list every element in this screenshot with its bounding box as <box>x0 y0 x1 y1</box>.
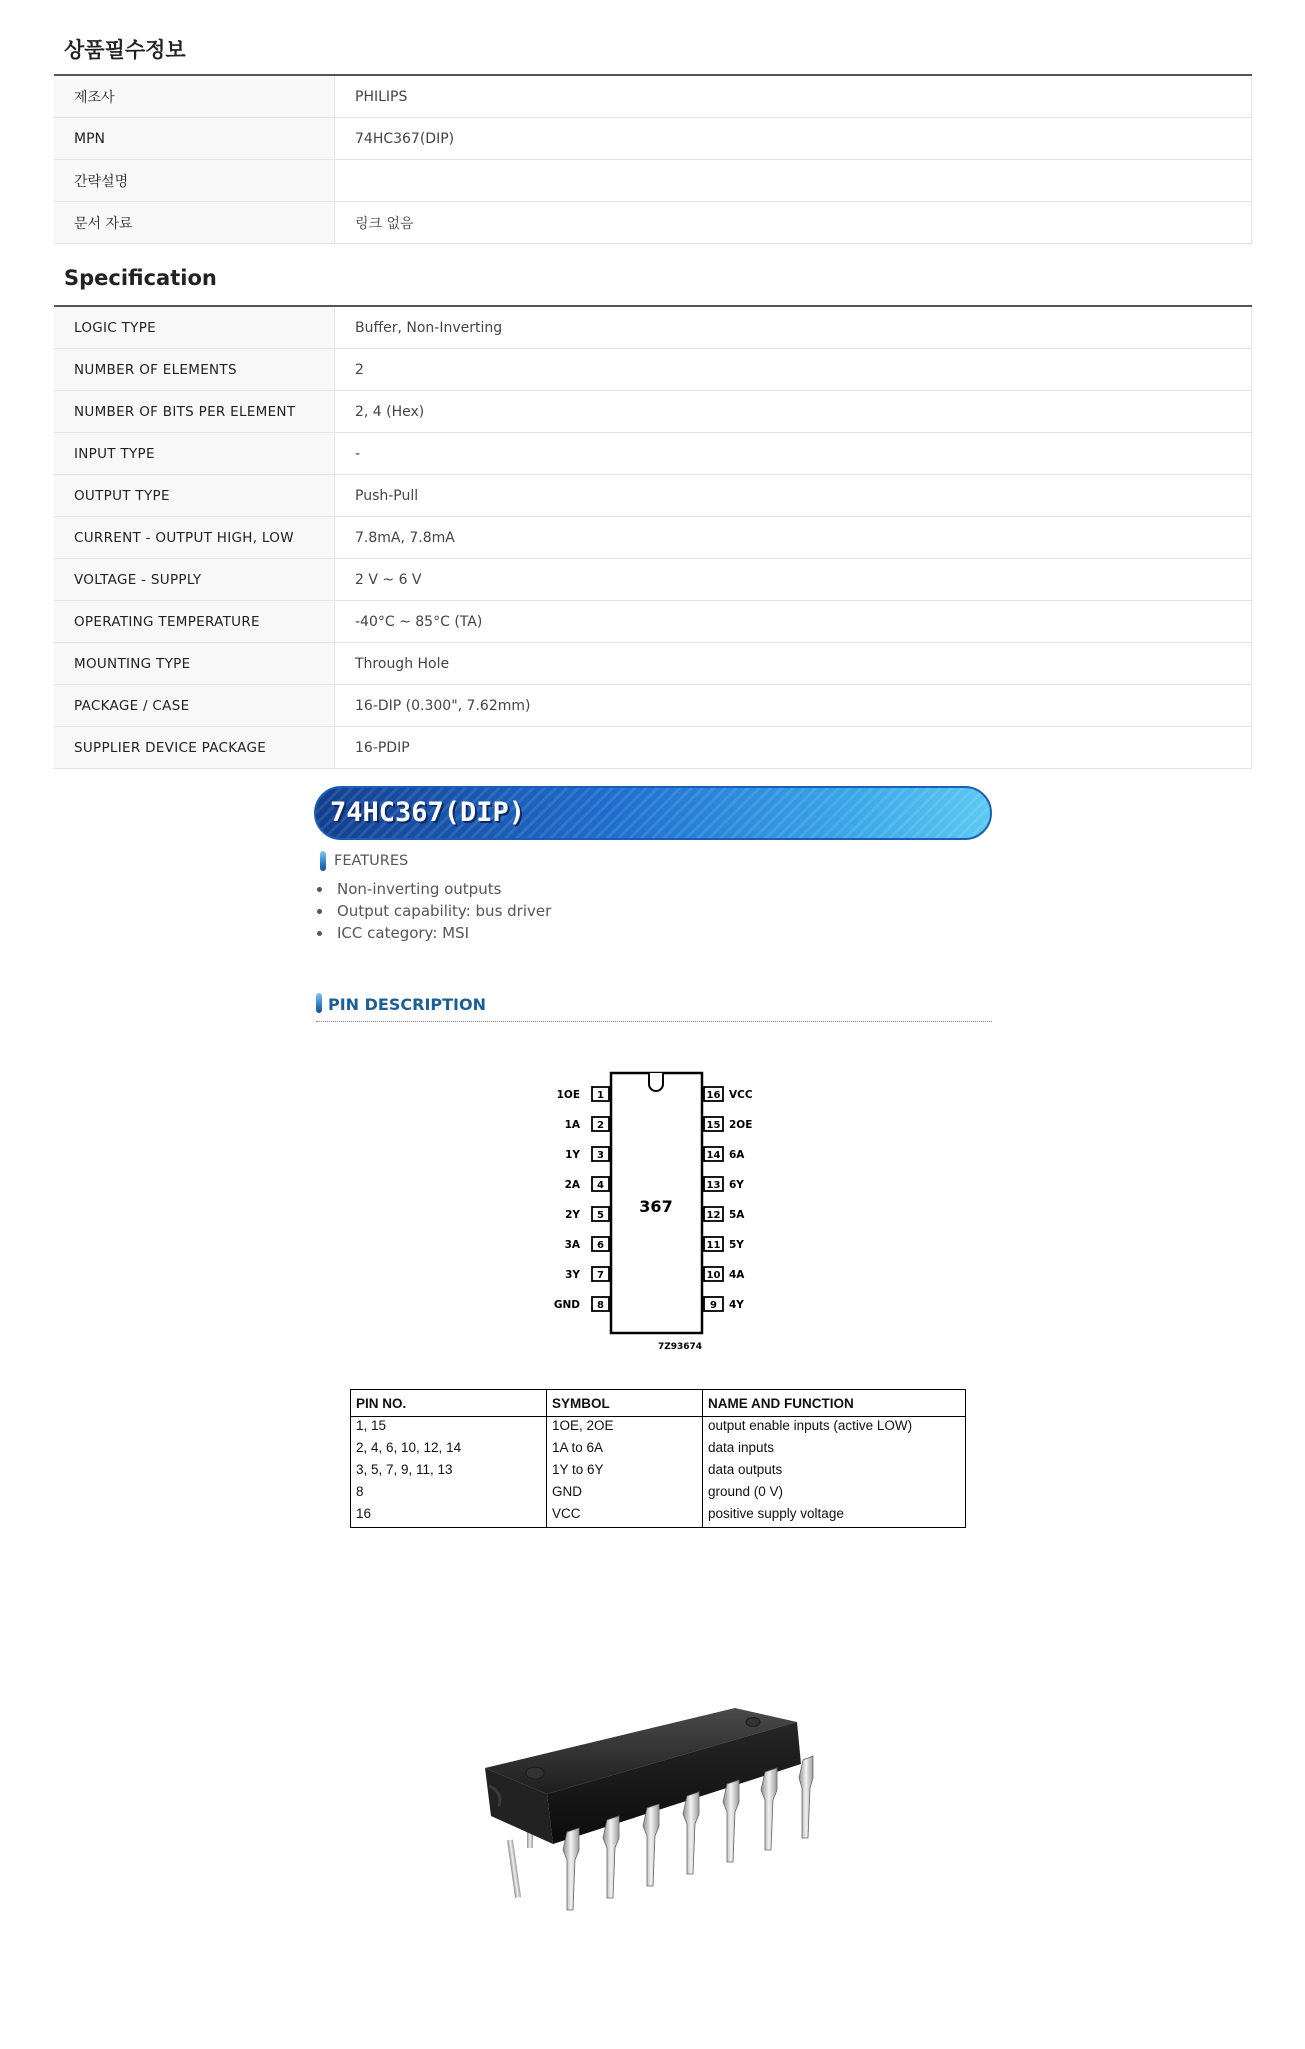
pin-number: 4 <box>597 1180 604 1191</box>
spec-key: VOLTAGE - SUPPLY <box>54 559 335 601</box>
pin-number: 5 <box>597 1210 604 1221</box>
pin-name: 3Y <box>565 1269 580 1281</box>
table-row <box>54 75 1252 118</box>
table-row <box>54 160 1252 202</box>
pin-right <box>704 1117 752 1131</box>
pin-name: 6A <box>729 1149 745 1161</box>
pin-table-header: NAME AND FUNCTION <box>703 1390 966 1417</box>
pin-name: GND <box>553 1299 580 1311</box>
pin-name: 5A <box>729 1209 745 1221</box>
table-row <box>54 202 1252 244</box>
chip-dimple <box>746 1718 760 1727</box>
pin-number: 16 <box>706 1090 721 1101</box>
spec-key: NUMBER OF BITS PER ELEMENT <box>54 391 335 433</box>
list-item: • Non-inverting outputs <box>333 878 551 900</box>
pin-diagram <box>550 1065 770 1365</box>
pin-number: 1 <box>597 1090 604 1101</box>
table-row <box>54 643 1252 685</box>
table-row <box>351 1483 966 1505</box>
chip-label: 367 <box>639 1197 673 1216</box>
specification-table <box>54 305 1252 769</box>
dotted-divider <box>316 1021 992 1022</box>
chip-dimple <box>526 1767 544 1779</box>
pin-number: 13 <box>706 1180 721 1191</box>
pin-no-cell: 1, 15 <box>351 1417 547 1440</box>
product-info-table <box>54 74 1252 244</box>
spec-key: MOUNTING TYPE <box>54 643 335 685</box>
table-row <box>351 1417 966 1440</box>
info-key-mpn: MPN <box>54 118 335 160</box>
pin-left <box>565 1117 609 1131</box>
pin-no-cell: 16 <box>351 1505 547 1528</box>
chip-notch <box>649 1073 663 1091</box>
pin-table-header: SYMBOL <box>547 1390 703 1417</box>
pin-right <box>704 1297 744 1311</box>
banner-title: 74HC367(DIP) <box>330 797 526 828</box>
pin-left <box>565 1177 609 1191</box>
product-banner <box>314 786 992 840</box>
table-row <box>54 433 1252 475</box>
table-header-row <box>351 1390 966 1417</box>
pin-number: 8 <box>597 1300 604 1311</box>
table-row <box>54 559 1252 601</box>
pin-number: 14 <box>706 1150 721 1161</box>
pin-number: 11 <box>706 1240 721 1251</box>
pin-name: 4Y <box>729 1299 744 1311</box>
pin-right <box>704 1237 744 1251</box>
pin-no-cell: 2, 4, 6, 10, 12, 14 <box>351 1439 547 1461</box>
spec-key: CURRENT - OUTPUT HIGH, LOW <box>54 517 335 559</box>
table-row <box>351 1439 966 1461</box>
pin-number: 12 <box>706 1210 721 1221</box>
pin-right <box>704 1147 745 1161</box>
pin-left <box>565 1207 609 1221</box>
pin-right <box>704 1207 745 1221</box>
info-key-manufacturer: 제조사 <box>54 75 335 118</box>
pin-number: 10 <box>706 1270 721 1281</box>
function-cell: ground (0 V) <box>703 1483 966 1505</box>
function-cell: positive supply voltage <box>703 1505 966 1528</box>
table-row <box>54 306 1252 349</box>
function-cell: data inputs <box>703 1439 966 1461</box>
pin-table <box>350 1389 966 1528</box>
features-list <box>315 878 551 944</box>
pin-name: 5Y <box>729 1239 744 1251</box>
table-row <box>54 349 1252 391</box>
pin-number: 15 <box>706 1120 721 1131</box>
pin-right <box>704 1267 745 1281</box>
features-label: FEATURES <box>334 853 409 869</box>
spec-value: Buffer, Non-Inverting <box>335 306 1252 349</box>
pin-number: 2 <box>597 1120 604 1131</box>
table-row <box>351 1461 966 1483</box>
table-row <box>54 685 1252 727</box>
spec-key: OUTPUT TYPE <box>54 475 335 517</box>
pin-left <box>565 1267 609 1281</box>
info-key-description: 간략설명 <box>54 160 335 202</box>
spec-value: - <box>335 433 1252 475</box>
pin-number: 3 <box>597 1150 604 1161</box>
dip-chip-photo <box>455 1700 855 2000</box>
table-row <box>351 1505 966 1528</box>
left-pins <box>554 1087 609 1311</box>
pin-number: 9 <box>710 1300 717 1311</box>
pin-name: VCC <box>729 1089 753 1101</box>
table-row <box>54 727 1252 769</box>
product-info-title: 상품필수정보 <box>64 38 186 62</box>
spec-value: 2 V ~ 6 V <box>335 559 1252 601</box>
spec-key: NUMBER OF ELEMENTS <box>54 349 335 391</box>
pin-right <box>704 1087 753 1101</box>
spec-value: 2 <box>335 349 1252 391</box>
symbol-cell: 1A to 6A <box>547 1439 703 1461</box>
spec-value: 16-DIP (0.300", 7.62mm) <box>335 685 1252 727</box>
info-value-mpn: 74HC367(DIP) <box>335 118 1252 160</box>
pin-number: 6 <box>597 1240 604 1251</box>
spec-key: LOGIC TYPE <box>54 306 335 349</box>
symbol-cell: GND <box>547 1483 703 1505</box>
pin-number: 7 <box>597 1270 604 1281</box>
pin-no-cell: 8 <box>351 1483 547 1505</box>
specification-title: Specification <box>64 266 217 290</box>
spec-key: SUPPLIER DEVICE PACKAGE <box>54 727 335 769</box>
info-value-manufacturer: PHILIPS <box>335 75 1252 118</box>
spec-value: 7.8mA, 7.8mA <box>335 517 1252 559</box>
right-pins <box>704 1087 753 1311</box>
pin-left <box>554 1297 609 1311</box>
pin-left <box>565 1147 609 1161</box>
pin-name: 1A <box>564 1119 580 1131</box>
list-item: • ICC category: MSI <box>333 922 551 944</box>
spec-key: PACKAGE / CASE <box>54 685 335 727</box>
list-item: • Output capability: bus driver <box>333 900 551 922</box>
pin-name: 2OE <box>729 1119 753 1131</box>
table-row <box>54 517 1252 559</box>
spec-value: Push-Pull <box>335 475 1252 517</box>
pill-bullet-icon <box>316 993 322 1013</box>
pin-name: 2Y <box>565 1209 580 1221</box>
table-row <box>54 475 1252 517</box>
symbol-cell: 1Y to 6Y <box>547 1461 703 1483</box>
pin-name: 6Y <box>729 1179 744 1191</box>
info-value-description <box>335 160 1252 202</box>
pin-left <box>557 1087 609 1101</box>
spec-key: OPERATING TEMPERATURE <box>54 601 335 643</box>
spec-value: 16-PDIP <box>335 727 1252 769</box>
info-value-documents: 링크 없음 <box>335 202 1252 244</box>
spec-value: 2, 4 (Hex) <box>335 391 1252 433</box>
pin-name: 1OE <box>556 1089 580 1101</box>
function-cell: data outputs <box>703 1461 966 1483</box>
pin-name: 4A <box>729 1269 745 1281</box>
pin-name: 1Y <box>565 1149 580 1161</box>
symbol-cell: 1OE, 2OE <box>547 1417 703 1440</box>
pill-bullet-icon <box>320 851 326 871</box>
pin-description-title: PIN DESCRIPTION <box>328 995 486 1014</box>
pin-left <box>565 1237 609 1251</box>
spec-key: INPUT TYPE <box>54 433 335 475</box>
spec-value: Through Hole <box>335 643 1252 685</box>
pin-right <box>704 1177 744 1191</box>
pin-table-header: PIN NO. <box>351 1390 547 1417</box>
function-cell: output enable inputs (active LOW) <box>703 1417 966 1440</box>
table-row <box>54 118 1252 160</box>
pin-no-cell: 3, 5, 7, 9, 11, 13 <box>351 1461 547 1483</box>
pin-name: 2A <box>564 1179 580 1191</box>
symbol-cell: VCC <box>547 1505 703 1528</box>
table-row <box>54 391 1252 433</box>
diagram-code: 7Z93674 <box>657 1342 703 1352</box>
info-key-documents: 문서 자료 <box>54 202 335 244</box>
chip-back-legs <box>507 1830 533 1898</box>
spec-value: -40°C ~ 85°C (TA) <box>335 601 1252 643</box>
pin-name: 3A <box>564 1239 580 1251</box>
table-row <box>54 601 1252 643</box>
